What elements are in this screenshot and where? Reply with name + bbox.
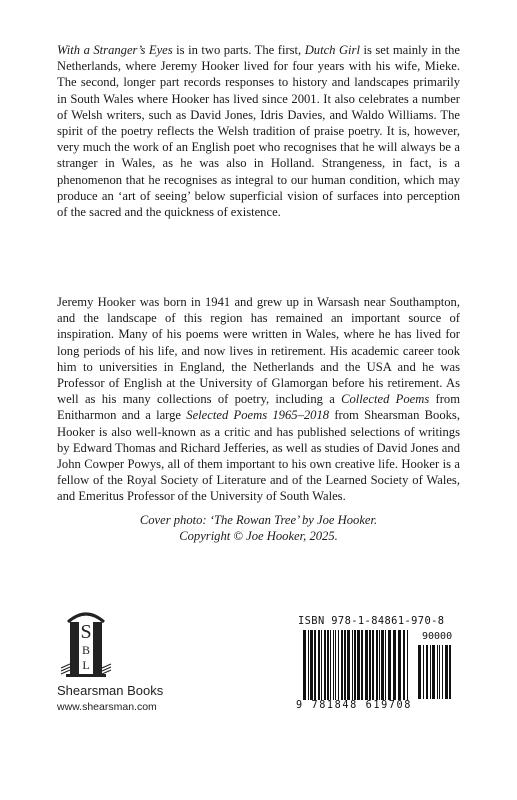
barcode-bar	[385, 630, 386, 700]
barcode-bar	[418, 645, 421, 699]
barcode-bar	[442, 645, 443, 699]
barcode-bar	[432, 645, 435, 699]
price-barcode-icon	[418, 645, 454, 699]
barcode-bar	[335, 630, 336, 700]
barcode-bar	[324, 630, 326, 700]
barcode-bar	[398, 630, 401, 700]
copyright-line: Copyright © Joe Hooker, 2025.	[179, 529, 338, 544]
barcode-bar	[347, 630, 350, 700]
price-code: 90000	[422, 631, 453, 642]
barcode-bar	[338, 630, 339, 700]
barcode-bar	[430, 645, 431, 699]
selected-poems-title: Selected Poems 1965–2018	[186, 408, 330, 423]
barcode-bar	[449, 645, 451, 699]
barcode-bar	[352, 630, 353, 700]
cover-credit	[57, 512, 460, 544]
barcode-bar	[303, 630, 306, 700]
barcode-bar	[369, 630, 371, 700]
logo-base	[66, 674, 106, 677]
barcode-bar	[439, 645, 440, 699]
ean-digits: 9 781848 619708	[296, 700, 413, 711]
barcode-bar	[437, 645, 438, 699]
barcode-bar	[357, 630, 360, 700]
barcode-bar	[354, 630, 356, 700]
barcode-bar	[423, 645, 424, 699]
author-biography	[57, 294, 460, 505]
barcode-bar	[321, 630, 322, 700]
barcode-bar	[381, 630, 384, 700]
logo-left-pillar	[70, 622, 79, 674]
barcode-bar	[314, 630, 316, 700]
barcode-bar	[361, 630, 363, 700]
barcode-bar	[426, 645, 428, 699]
collected-poems-title: Collected Poems	[341, 392, 430, 407]
cover-photo-credit: Cover photo: ‘The Rowan Tree’ by Joe Hooker.	[139, 513, 378, 527]
barcode-bar	[365, 630, 368, 700]
shearsman-logo-icon	[60, 608, 160, 686]
bio-text-2: from Enitharmon and a large	[57, 392, 460, 423]
logo-letter-l: L	[82, 658, 90, 672]
barcode-bar	[308, 630, 309, 700]
logo-letter-s: S	[80, 621, 92, 643]
barcode-bar	[333, 630, 334, 700]
logo-letter-b: B	[81, 643, 91, 657]
bio-text-3: from Shearsman Books, Hooker is also well-known as a critic and has published selections of writings by Edward Thomas and Richard Jefferies, as well as studies of David Jones and John Cowper Powys, all of them important to his own creative life. Hooker is a fellow of the Royal Society of Literature and of the Learned Society of Wales, and Emeritus Professor of the University of South Wales.	[57, 408, 460, 504]
barcode-bar	[327, 630, 329, 700]
barcode-bar	[403, 630, 405, 700]
description-text-2: is set mainly in the Netherlands, where Jeremy Hooker lived for four years with his wife, Mieke. The second, longer part records responses to history and landscapes primarily in South Wales where Hooker has lived since 2001. It also celebrates a number of Welsh writers, such as David Jones, Idris Davies, and Waldo Williams. The spirit of the poetry reflects the Welsh tradition of praise poetry. It is, however, very much the work of an English poet who recognises that he will always be a stranger in Wales, as he was also in Holland. Strangeness, in fact, is a phenomenon that he recognises as integral to our human condition, which may produce an ‘art of seeing’ below superficial vision of surfaces into perception of the sacred and the quickness of existence.	[57, 43, 461, 220]
barcode-bar	[344, 630, 346, 700]
barcode-bar	[310, 630, 313, 700]
barcode-bar	[379, 630, 380, 700]
bio-text-1: Jeremy Hooker was born in 1941 and grew up in Warsash near Southampton, and the landscape of this region has remained an important source of inspiration. Many of his poems were written in Wales, where he has lived for long periods of his life, and now lives in retirement. His academic career took him to universities in England, the Netherlands and the USA and he was Professor of English at the University of Glamorgan before his retirement. As well as his many collections of poetry, including a	[57, 295, 460, 407]
barcode-bar	[330, 630, 331, 700]
book-description	[57, 42, 460, 220]
barcode-bar	[341, 630, 343, 700]
isbn-label: ISBN 978-1-84861-970-8	[298, 615, 445, 627]
description-text-1: is in two parts. The first,	[172, 43, 305, 57]
barcode-bar	[372, 630, 374, 700]
ean-barcode-icon	[303, 630, 411, 700]
barcode-bar	[388, 630, 391, 700]
barcode-bar	[393, 630, 396, 700]
publisher-name: Shearsman Books	[57, 683, 164, 698]
part-one-title: Dutch Girl	[304, 43, 360, 57]
book-title: With a Stranger’s Eyes	[57, 43, 173, 57]
barcode-bar	[318, 630, 320, 700]
publisher-website: www.shearsman.com	[57, 701, 157, 713]
logo-right-pillar	[93, 622, 102, 674]
barcode-bar	[376, 630, 378, 700]
barcode-bar	[445, 645, 448, 699]
barcode-bar	[407, 630, 408, 700]
